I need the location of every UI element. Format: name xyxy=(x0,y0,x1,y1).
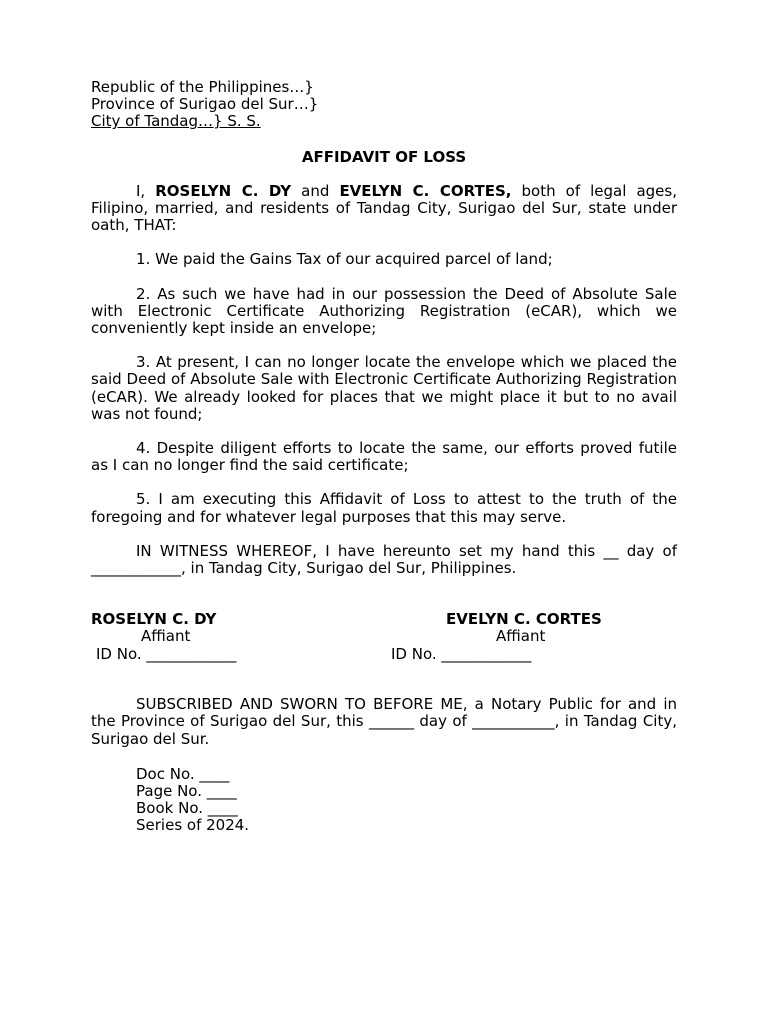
notarial-register xyxy=(91,766,677,835)
intro-lead: I, xyxy=(136,181,156,200)
book-no: Book No. ____ xyxy=(136,799,238,818)
item-4: 4. Despite diligent efforts to locate the same, our efforts proved futile as I can no longer find the said certificate; xyxy=(91,439,677,475)
jurat-paragraph: SUBSCRIBED AND SWORN TO BEFORE ME, a Notary Public for and in the Province of Surigao del Sur, this ______ day of ___________, in Tandag City, Surigao del Sur. xyxy=(91,695,677,748)
signatory-id-1: ID No. ____________ xyxy=(96,644,237,663)
intro-paragraph xyxy=(91,183,677,235)
series-year: Series of 2024. xyxy=(136,816,250,835)
signatory-role-2: Affiant xyxy=(496,627,546,646)
venue-city: City of Tandag…} S. S. xyxy=(91,112,261,131)
signatory-role-1: Affiant xyxy=(141,627,191,646)
item-5: 5. I am executing this Affidavit of Loss to attest to the truth of the foregoing and for whatever legal purposes that this may serve. xyxy=(91,490,677,526)
item-2: 2. As such we have had in our possession the Deed of Absolute Sale with Electronic Certificate Authorizing Registration (eCAR), which we conveniently kept inside an envelope; xyxy=(91,284,677,338)
venue-republic: Republic of the Philippines…} xyxy=(91,78,314,96)
signatory-1 xyxy=(91,611,261,663)
page-no: Page No. ____ xyxy=(136,782,237,801)
item-1: 1. We paid the Gains Tax of our acquired parcel of land; xyxy=(136,250,553,269)
affidavit-body xyxy=(91,79,677,835)
signature-block xyxy=(91,611,677,663)
signatory-name-2: EVELYN C. CORTES xyxy=(446,610,602,629)
venue-block xyxy=(91,79,677,131)
venue-province: Province of Surigao del Sur…} xyxy=(91,95,319,114)
signatory-id-2: ID No. ____________ xyxy=(391,644,532,663)
witness-paragraph: IN WITNESS WHEREOF, I have hereunto set my hand this __ day of ____________, in Tandag City, Surigao del Sur, Philippines. xyxy=(91,541,677,578)
doc-no: Doc No. ____ xyxy=(136,764,230,783)
affiant-name-2: EVELYN C. CORTES, xyxy=(339,181,512,200)
item-3: 3. At present, I can no longer locate the envelope which we placed the said Deed of Absolute Sale with Electronic Certificate Authorizing Registration (eCAR). We already looked for places that we might place it but to no avail was not found; xyxy=(91,353,677,423)
affiant-name-1: ROSELYN C. DY xyxy=(155,181,292,200)
document-title: AFFIDAVIT OF LOSS xyxy=(301,147,467,166)
intro-rest: both of legal ages, Filipino, married, and residents of Tandag City, Surigao del Sur, state under oath, THAT: xyxy=(91,181,677,235)
intro-conjunction: and xyxy=(291,181,340,200)
signatory-2 xyxy=(391,611,651,663)
signatory-name-1: ROSELYN C. DY xyxy=(91,610,217,629)
